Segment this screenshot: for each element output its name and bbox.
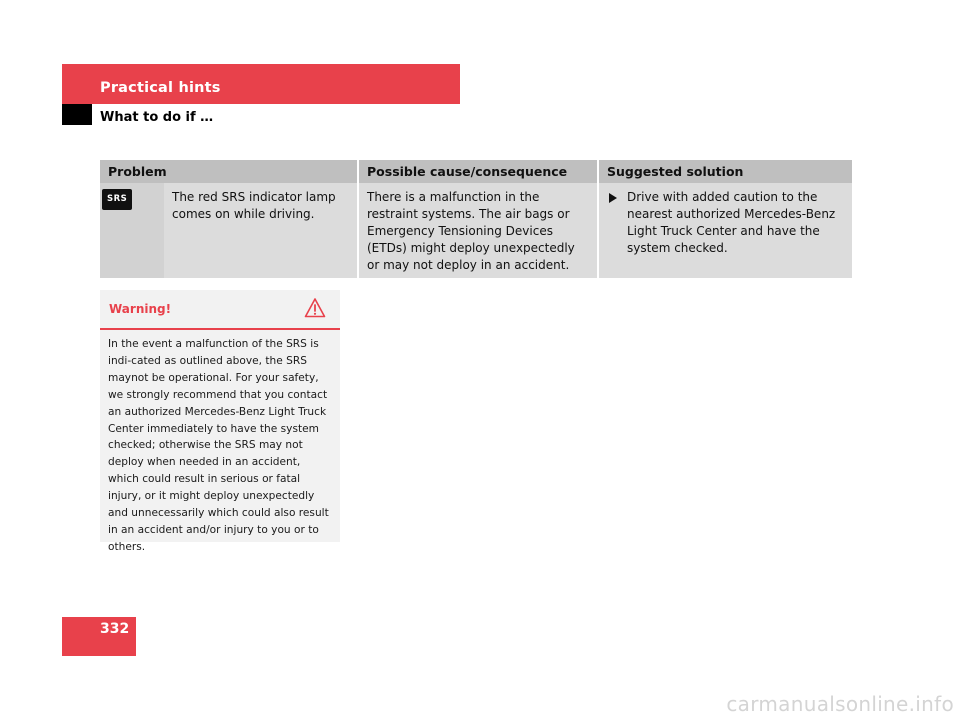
section-title: Practical hints [100, 80, 221, 96]
page-subtitle: What to do if … [100, 110, 214, 125]
warning-box [100, 290, 340, 553]
column-header-solution: Suggested solution [598, 160, 852, 183]
solution-text: Drive with added caution to the nearest authorized Mercedes-Benz Light Truck Center and have the system checked. [627, 190, 836, 255]
solution-item [607, 189, 844, 257]
table-row [100, 183, 852, 278]
warning-triangle-icon [304, 297, 326, 319]
srs-indicator-icon: SRS [102, 189, 132, 210]
arrow-right-icon [609, 193, 617, 203]
warning-header [100, 290, 340, 330]
column-header-cause: Possible cause/consequence [358, 160, 598, 183]
watermark: carmanualsonline.info [726, 692, 954, 716]
cause-cell: There is a malfunction in the restraint systems. The air bags or Emergency Tensioning Devices (ETDs) might deploy unexpectedly or may not deploy in an accident. [358, 183, 598, 278]
warning-text: In the event a malfunction of the SRS is indi-cated as outlined above, the SRS maynot be operational. For your safety, we strongly recommend that you contact an authorized Mercedes-Benz Light Truck Center immediately to have the system checked; otherwise the SRS may not deploy when needed in an accident, which could result in serious or fatal injury, or it might deploy unexpectedly and unnecessarily which could also result in an accident and/or injury to you or to others. [108, 338, 329, 553]
header-marker [62, 104, 92, 125]
problem-table [100, 160, 852, 278]
problem-cell: The red SRS indicator lamp comes on while driving. [164, 183, 358, 278]
table-header-row [100, 160, 852, 183]
page-number: 332 [100, 621, 130, 637]
indicator-cell [100, 183, 164, 278]
warning-title: Warning! [109, 302, 172, 316]
column-header-problem: Problem [100, 160, 358, 183]
solution-cell [598, 183, 852, 278]
